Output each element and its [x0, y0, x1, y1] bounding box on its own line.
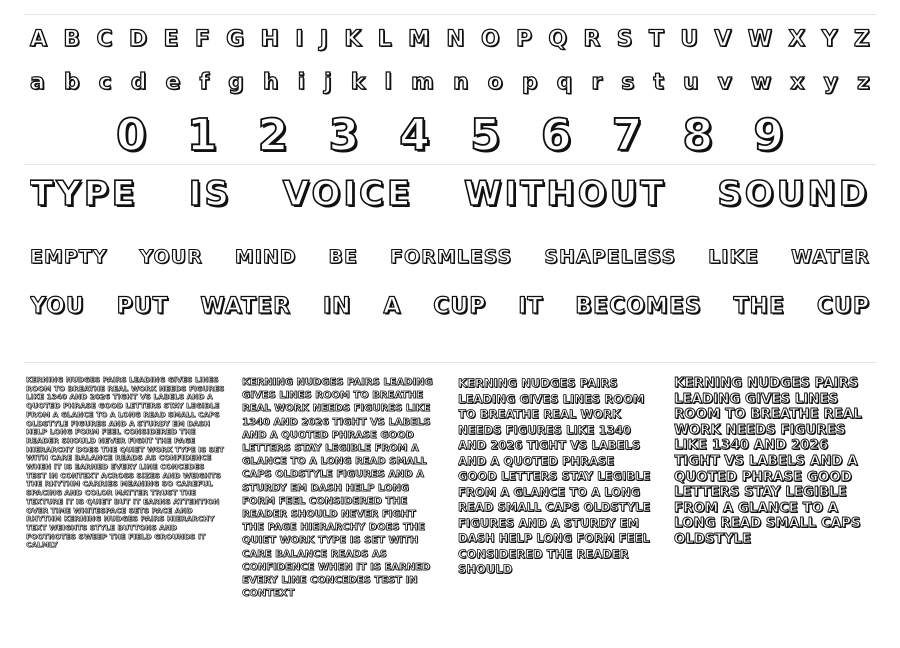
uppercase-glyph-8: I [295, 27, 304, 52]
digit-glyph-row [116, 112, 784, 160]
lowercase-glyph-row [30, 71, 870, 95]
uppercase-glyph-19: T [648, 27, 664, 52]
digit-glyph-0: 0 [116, 110, 147, 161]
lowercase-glyph-1: b [63, 70, 80, 95]
uppercase-glyph-22: W [747, 27, 772, 52]
text-column-medium: KERNING NUDGES PAIRS LEADING GIVES LINES ROOM TO BREATHE REAL WORK NEEDS FIGURES LIKE 1340 AND 2026 TIGHT VS LABELS AND A QUOTED PHRASE GOOD LETTERS STAY LEGIBLE FROM A GLANCE TO A LONG READ SMALL CAPS OLDSTYLE FIGURES AND A STURDY EM DASH HELP LONG FORM FEEL CONSIDERED THE READER SHOULD NEVER FIGHT THE PAGE HIERARCHY DOES THE QUIET WORK TYPE IS SET WITH CARE BALANCE READS AS CONFIDENCE WHEN IT IS EARNED EVERY LINE CONCEDES TEST IN CONTEXT [242, 377, 433, 600]
lowercase-glyph-20: u [682, 70, 699, 95]
lowercase-glyph-12: m [410, 70, 434, 95]
lowercase-glyph-22: w [751, 70, 772, 95]
lowercase-glyph-4: e [165, 70, 181, 95]
uppercase-glyph-10: K [344, 27, 362, 52]
lowercase-glyph-0: a [30, 70, 45, 95]
lowercase-glyph-17: r [591, 70, 603, 95]
uppercase-glyph-0: A [30, 27, 48, 52]
uppercase-glyph-1: B [63, 27, 81, 52]
digit-glyph-3: 3 [328, 110, 360, 161]
uppercase-glyph-6: G [226, 27, 245, 52]
lowercase-glyph-7: h [262, 70, 279, 95]
text-column-xlarge: KERNING NUDGES PAIRS LEADING GIVES LINES ROOM TO BREATHE REAL WORK NEEDS FIGURES LIKE 1340 AND 2026 TIGHT VS LABELS AND A QUOTED PHRASE GOOD LETTERS STAY LEGIBLE FROM A GLANCE TO A LONG READ SMALL CAPS OLDSTYLE [674, 376, 862, 547]
uppercase-glyph-21: V [714, 27, 732, 52]
text-column-small: KERNING NUDGES PAIRS LEADING GIVES LINES ROOM TO BREATHE REAL WORK NEEDS FIGURES LIKE 1340 AND 2026 TIGHT VS LABELS AND A QUOTED PHRASE GOOD LETTERS STAY LEGIBLE FROM A GLANCE TO A LONG READ SMALL CAPS OLDSTYLE FIGURES AND A STURDY EM DASH HELP LONG FORM FEEL CONSIDERED THE READER SHOULD NEVER FIGHT THE PAGE HIERARCHY DOES THE QUIET WORK TYPE IS SET WITH CARE BALANCE READS AS CONFIDENCE WHEN IT IS EARNED EVERY LINE CONCEDES TEST IN CONTEXT ACROSS SIZES AND WEIGHTS THE RHYTHM CARRIES MEANING SO CAREFUL SPACING AND COLOR MATTER TRUST THE TEXTURE IT IS QUIET BUT IT EARNS ATTENTION OVER TIME WHITESPACE SETS PACE AND RHYTHM KERNING NUDGES PAIRS HIERARCHY TEXT WEIGHTS STYLE BUTTONS AND FOOTNOTES SWEEP THE FIELD GROUNDS IT CALMLY [26, 376, 225, 550]
digit-glyph-5: 5 [470, 110, 501, 161]
uppercase-glyph-2: C [96, 27, 113, 52]
lowercase-glyph-2: c [98, 70, 112, 95]
digit-glyph-6: 6 [540, 110, 572, 161]
uppercase-glyph-row [30, 28, 870, 52]
uppercase-glyph-5: F [194, 27, 210, 52]
lowercase-glyph-11: l [384, 70, 392, 95]
lowercase-glyph-19: t [653, 70, 664, 95]
uppercase-glyph-15: P [515, 27, 533, 52]
uppercase-glyph-25: Z [853, 27, 870, 52]
lowercase-glyph-24: y [823, 70, 838, 95]
uppercase-glyph-18: S [616, 27, 633, 52]
lowercase-glyph-18: s [621, 70, 635, 95]
lowercase-glyph-8: i [297, 70, 306, 95]
digit-glyph-1: 1 [186, 110, 218, 161]
top-divider [24, 14, 876, 15]
uppercase-glyph-3: D [128, 27, 148, 52]
digit-glyph-9: 9 [753, 110, 784, 161]
uppercase-glyph-17: R [583, 27, 601, 52]
lowercase-glyph-6: g [228, 70, 244, 95]
uppercase-glyph-7: H [260, 27, 279, 52]
lowercase-glyph-10: k [350, 70, 366, 95]
uppercase-glyph-14: O [480, 27, 500, 52]
display-line-2: EMPTY YOUR MIND BE FORMLESS SHAPELESS LIKE WATER [30, 246, 870, 268]
lowercase-glyph-21: v [717, 70, 733, 95]
glyphs-divider [24, 164, 876, 165]
uppercase-glyph-20: U [680, 27, 699, 52]
lowercase-glyph-25: z [857, 70, 870, 95]
lowercase-glyph-14: o [487, 70, 503, 95]
uppercase-glyph-4: E [163, 27, 179, 52]
lowercase-glyph-13: n [452, 70, 469, 95]
lowercase-glyph-3: d [130, 70, 147, 95]
digit-glyph-4: 4 [399, 110, 430, 161]
text-specimen-columns [26, 376, 874, 638]
uppercase-glyph-9: J [319, 27, 328, 52]
uppercase-glyph-12: M [408, 27, 430, 52]
uppercase-glyph-24: Y [821, 27, 838, 52]
uppercase-glyph-11: L [377, 27, 392, 52]
lowercase-glyph-15: p [521, 70, 538, 95]
display-line-3: YOU PUT WATER IN A CUP IT BECOMES THE CUP [30, 294, 870, 319]
display-divider [24, 362, 876, 363]
uppercase-glyph-16: Q [548, 27, 568, 52]
lowercase-glyph-5: f [199, 70, 210, 95]
text-column-large: KERNING NUDGES PAIRS LEADING GIVES LINES ROOM TO BREATHE REAL WORK NEEDS FIGURES LIKE 1340 AND 2026 TIGHT VS LABELS AND A QUOTED PHRASE GOOD LETTERS STAY LEGIBLE FROM A GLANCE TO A LONG READ SMALL CAPS OLDSTYLE FIGURES AND A STURDY EM DASH HELP LONG FORM FEEL CONSIDERED THE READER SHOULD [458, 376, 651, 576]
digit-glyph-7: 7 [611, 110, 643, 161]
uppercase-glyph-23: X [788, 27, 806, 52]
uppercase-glyph-13: N [446, 27, 465, 52]
digit-glyph-2: 2 [257, 110, 289, 161]
lowercase-glyph-16: q [556, 70, 573, 95]
digit-glyph-8: 8 [682, 110, 714, 161]
lowercase-glyph-23: x [790, 70, 805, 95]
display-line-1: TYPE IS VOICE WITHOUT SOUND [30, 174, 870, 214]
lowercase-glyph-9: j [324, 70, 332, 95]
